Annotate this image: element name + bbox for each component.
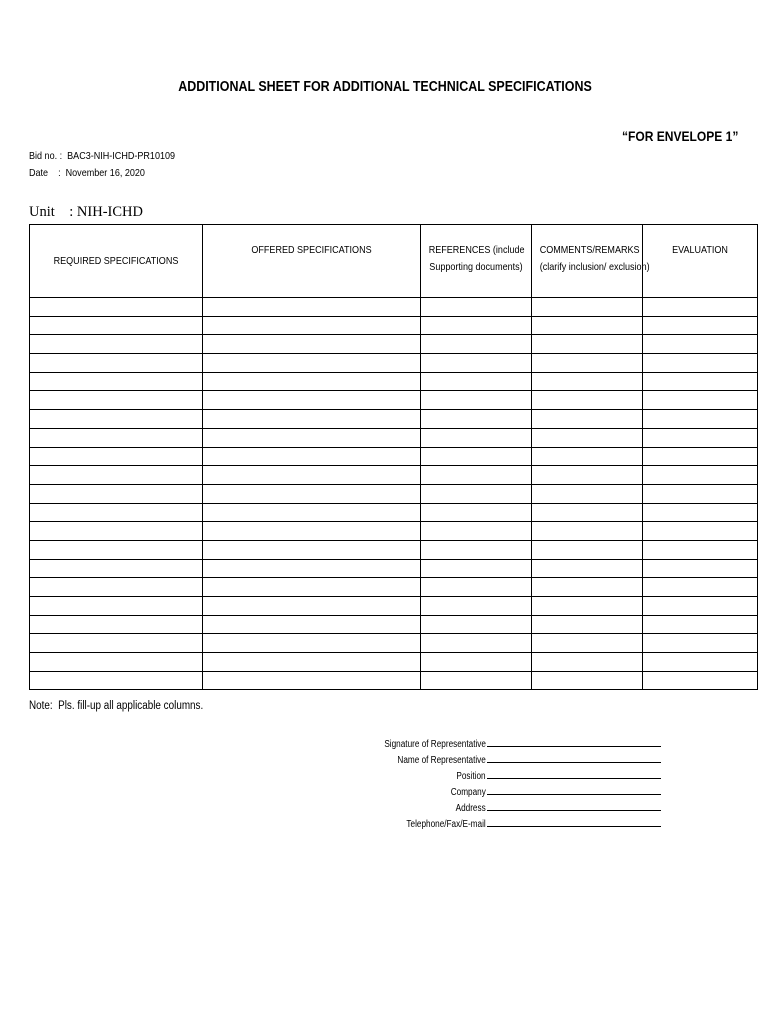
signature-field-line[interactable] (487, 769, 661, 779)
cell-evaluation[interactable] (643, 484, 758, 503)
cell-evaluation[interactable] (643, 372, 758, 391)
cell-required[interactable] (30, 298, 203, 317)
cell-evaluation[interactable] (643, 354, 758, 373)
cell-references[interactable] (421, 354, 532, 373)
cell-comments[interactable] (532, 503, 643, 522)
signature-field-line[interactable] (487, 753, 661, 763)
specifications-table (29, 224, 758, 690)
header-evaluation: EVALUATION (643, 225, 758, 298)
cell-evaluation[interactable] (643, 428, 758, 447)
cell-references[interactable] (421, 428, 532, 447)
signature-field-label: Address (455, 803, 486, 814)
cell-comments[interactable] (532, 466, 643, 485)
cell-comments[interactable] (532, 559, 643, 578)
cell-references[interactable] (421, 372, 532, 391)
table-row (30, 298, 758, 317)
signature-field-label: Position (456, 771, 486, 782)
cell-comments[interactable] (532, 597, 643, 616)
signature-field (0, 737, 661, 750)
cell-references[interactable] (421, 671, 532, 690)
cell-offered[interactable] (203, 316, 421, 335)
signature-field (0, 801, 661, 814)
signature-field-line[interactable] (487, 817, 661, 827)
cell-evaluation[interactable] (643, 410, 758, 429)
cell-comments[interactable] (532, 391, 643, 410)
cell-required[interactable] (30, 354, 203, 373)
table-row (30, 391, 758, 410)
cell-comments[interactable] (532, 653, 643, 672)
envelope-label: “FOR ENVELOPE 1” (621, 128, 738, 144)
table-row (30, 615, 758, 634)
cell-comments[interactable] (532, 484, 643, 503)
signature-field-line[interactable] (487, 737, 661, 747)
cell-offered[interactable] (203, 578, 421, 597)
cell-offered[interactable] (203, 634, 421, 653)
cell-comments[interactable] (532, 354, 643, 373)
table-row (30, 540, 758, 559)
cell-offered[interactable] (203, 298, 421, 317)
cell-offered[interactable] (203, 671, 421, 690)
cell-offered[interactable] (203, 372, 421, 391)
bid-date: Date : November 16, 2020 (29, 167, 145, 179)
cell-references[interactable] (421, 522, 532, 541)
signature-field-label: Company (450, 787, 486, 798)
cell-references[interactable] (421, 503, 532, 522)
cell-evaluation[interactable] (643, 615, 758, 634)
cell-evaluation[interactable] (643, 559, 758, 578)
cell-offered[interactable] (203, 447, 421, 466)
cell-references[interactable] (421, 615, 532, 634)
signature-field-label: Signature of Representative (384, 739, 486, 750)
cell-references[interactable] (421, 298, 532, 317)
cell-offered[interactable] (203, 653, 421, 672)
table-row (30, 354, 758, 373)
cell-comments[interactable] (532, 335, 643, 354)
cell-references[interactable] (421, 410, 532, 429)
table-row (30, 447, 758, 466)
cell-offered[interactable] (203, 559, 421, 578)
cell-comments[interactable] (532, 410, 643, 429)
cell-offered[interactable] (203, 354, 421, 373)
cell-required[interactable] (30, 447, 203, 466)
cell-required[interactable] (30, 466, 203, 485)
cell-required[interactable] (30, 615, 203, 634)
cell-required[interactable] (30, 391, 203, 410)
table-row (30, 335, 758, 354)
table-row (30, 522, 758, 541)
signature-field-line[interactable] (487, 801, 661, 811)
header-references: REFERENCES (include Supporting documents) (421, 225, 532, 298)
cell-offered[interactable] (203, 540, 421, 559)
signature-field (0, 769, 661, 782)
cell-comments[interactable] (532, 634, 643, 653)
table-row (30, 634, 758, 653)
table-row (30, 671, 758, 690)
cell-references[interactable] (421, 597, 532, 616)
cell-comments[interactable] (532, 578, 643, 597)
cell-required[interactable] (30, 671, 203, 690)
cell-evaluation[interactable] (643, 522, 758, 541)
cell-evaluation[interactable] (643, 597, 758, 616)
signature-field (0, 817, 661, 830)
cell-references[interactable] (421, 634, 532, 653)
cell-references[interactable] (421, 335, 532, 354)
cell-comments[interactable] (532, 428, 643, 447)
cell-evaluation[interactable] (643, 578, 758, 597)
cell-offered[interactable] (203, 335, 421, 354)
cell-comments[interactable] (532, 540, 643, 559)
cell-references[interactable] (421, 484, 532, 503)
signature-field-line[interactable] (487, 785, 661, 795)
cell-offered[interactable] (203, 615, 421, 634)
cell-evaluation[interactable] (643, 540, 758, 559)
cell-references[interactable] (421, 466, 532, 485)
cell-references[interactable] (421, 653, 532, 672)
cell-comments[interactable] (532, 615, 643, 634)
cell-evaluation[interactable] (643, 391, 758, 410)
cell-offered[interactable] (203, 391, 421, 410)
cell-offered[interactable] (203, 503, 421, 522)
cell-offered[interactable] (203, 484, 421, 503)
table-row (30, 653, 758, 672)
signature-field (0, 785, 661, 798)
cell-offered[interactable] (203, 466, 421, 485)
signature-field (0, 753, 661, 766)
cell-comments[interactable] (532, 522, 643, 541)
cell-references[interactable] (421, 316, 532, 335)
note-text: Note: Pls. fill-up all applicable columns. (29, 700, 204, 712)
cell-offered[interactable] (203, 597, 421, 616)
header-comments-remarks: COMMENTS/REMARKS (clarify inclusion/ exclusion) (532, 225, 643, 298)
table-row (30, 484, 758, 503)
cell-comments[interactable] (532, 447, 643, 466)
table-body (30, 298, 758, 690)
cell-required[interactable] (30, 540, 203, 559)
cell-comments[interactable] (532, 298, 643, 317)
cell-evaluation[interactable] (643, 298, 758, 317)
cell-required[interactable] (30, 634, 203, 653)
cell-references[interactable] (421, 578, 532, 597)
bid-number: Bid no. : BAC3-NIH-ICHD-PR10109 (29, 150, 176, 162)
table-row (30, 410, 758, 429)
cell-required[interactable] (30, 428, 203, 447)
cell-comments[interactable] (532, 316, 643, 335)
table-header-row (30, 225, 758, 298)
cell-evaluation[interactable] (643, 466, 758, 485)
table-row (30, 597, 758, 616)
cell-evaluation[interactable] (643, 653, 758, 672)
cell-offered[interactable] (203, 410, 421, 429)
cell-required[interactable] (30, 372, 203, 391)
cell-required[interactable] (30, 410, 203, 429)
table-row (30, 428, 758, 447)
cell-evaluation[interactable] (643, 335, 758, 354)
cell-comments[interactable] (532, 671, 643, 690)
table-row (30, 503, 758, 522)
cell-comments[interactable] (532, 372, 643, 391)
table-row (30, 578, 758, 597)
header-offered-specifications: OFFERED SPECIFICATIONS (203, 225, 421, 298)
cell-required[interactable] (30, 503, 203, 522)
cell-required[interactable] (30, 559, 203, 578)
cell-required[interactable] (30, 316, 203, 335)
cell-required[interactable] (30, 578, 203, 597)
table-row (30, 559, 758, 578)
table-row (30, 466, 758, 485)
document-title: ADDITIONAL SHEET FOR ADDITIONAL TECHNICAL SPECIFICATIONS (178, 79, 592, 95)
cell-required[interactable] (30, 522, 203, 541)
cell-references[interactable] (421, 447, 532, 466)
table-row (30, 316, 758, 335)
cell-evaluation[interactable] (643, 503, 758, 522)
signature-field-label: Telephone/Fax/E-mail (406, 819, 486, 830)
cell-offered[interactable] (203, 428, 421, 447)
cell-evaluation[interactable] (643, 671, 758, 690)
cell-required[interactable] (30, 484, 203, 503)
cell-required[interactable] (30, 597, 203, 616)
cell-required[interactable] (30, 335, 203, 354)
cell-references[interactable] (421, 559, 532, 578)
cell-references[interactable] (421, 540, 532, 559)
header-required-specifications: REQUIRED SPECIFICATIONS (30, 225, 203, 298)
table-row (30, 372, 758, 391)
cell-required[interactable] (30, 653, 203, 672)
cell-references[interactable] (421, 391, 532, 410)
cell-evaluation[interactable] (643, 447, 758, 466)
unit-label: Unit : NIH-ICHD (29, 204, 143, 220)
cell-evaluation[interactable] (643, 316, 758, 335)
cell-offered[interactable] (203, 522, 421, 541)
signature-field-label: Name of Representative (397, 755, 486, 766)
cell-evaluation[interactable] (643, 634, 758, 653)
